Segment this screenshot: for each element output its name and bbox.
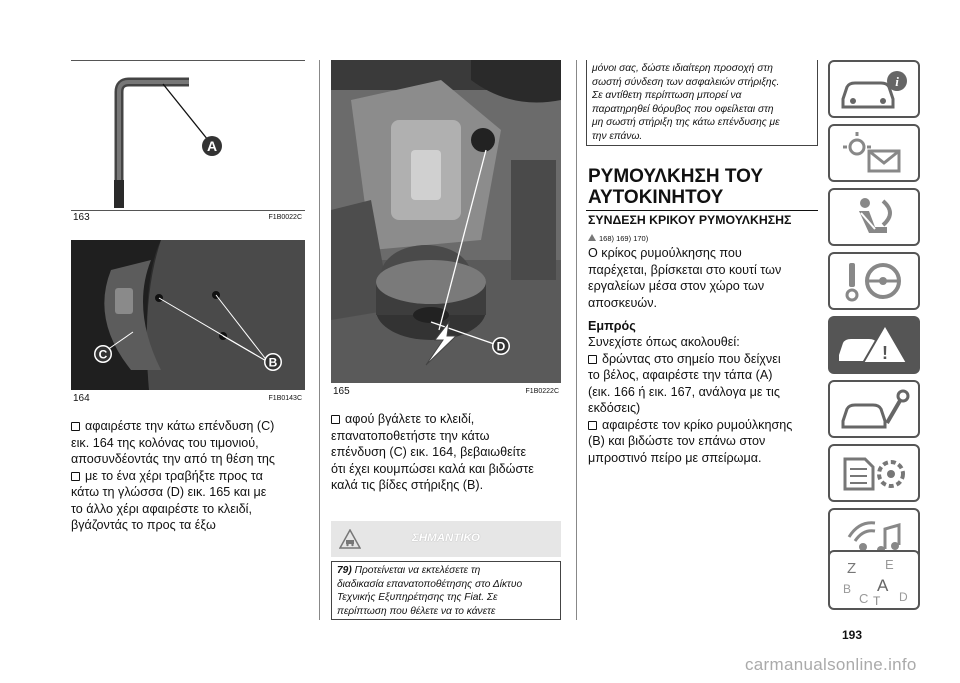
- airbag-seat-icon: [835, 193, 915, 243]
- tab-starting-driving[interactable]: [828, 252, 920, 310]
- svg-text:Z: Z: [847, 560, 857, 577]
- tab-maintenance[interactable]: [828, 380, 920, 438]
- svg-text:A: A: [877, 576, 889, 595]
- front-heading: Εμπρός: [588, 319, 636, 333]
- bullet-icon: [71, 422, 80, 431]
- bullet-icon: [588, 421, 597, 430]
- important-note: 79) Προτείνεται να εκτελέσετε τη διαδικασία επανατοποθέτησης στο Δίκτυο Τεχνικής Εξυπηρέτησης της Fiat. Σε περίπτωση που θέλετε να το κάνετε: [331, 561, 561, 620]
- watermark-text: carmanualsonline.info: [745, 655, 917, 674]
- tab-car-info[interactable]: [828, 60, 920, 118]
- section-heading: ΡΥΜΟΥΛΚΗΣΗ ΤΟΥ ΑΥΤΟΚΙΝΗΤΟΥ: [588, 166, 764, 208]
- column-divider-1: [319, 60, 320, 620]
- warning-triangle-icon: [588, 234, 596, 241]
- figure-163: [71, 62, 305, 209]
- svg-text:T: T: [873, 594, 881, 607]
- warning-lights-icon: [835, 129, 915, 179]
- important-title: ΣΗΜΑΝΤΙΚΟ: [412, 532, 480, 544]
- emergency-icon: [833, 319, 913, 369]
- col2-text: αφού βγάλετε το κλειδί, επανατοποθετήστε την κάτω επένδυση (C) εικ. 164, βεβαιωθείτε ότι έχει κουμπώσει καλά και βιδώστε καλά τις βίδες στήριξης (B).: [331, 412, 534, 492]
- important-banner: [331, 521, 561, 557]
- technical-data-icon: [835, 449, 915, 499]
- starting-driving-icon: [835, 257, 915, 307]
- figure-164: [71, 240, 305, 390]
- figure-164-number: 164: [73, 393, 90, 404]
- references: 168) 169) 170): [588, 234, 648, 243]
- col3-intro: Ο κρίκος ρυμούλκησης που παρέχεται, βρίσκεται στο κουτί των εργαλείων μέσα στον χώρο των αποσκευών.: [588, 246, 782, 310]
- continued-note: μόνοι σας, δώστε ιδιαίτερη προσοχή στη σωστή σύνδεση των ασφαλειών στήριξης. Σε αντίθετη περίπτωση μπορεί να παρατηρηθεί θόρυβος που οφείλεται στη μη σωστή στήριξη της κάτω επένδυσης με την επάνω.: [586, 60, 818, 146]
- svg-text:i: i: [895, 74, 899, 89]
- svg-text:E: E: [885, 557, 894, 572]
- tab-warning-lights[interactable]: [828, 124, 920, 182]
- callout-c-label: C: [98, 347, 108, 362]
- figure-165-number: 165: [333, 386, 350, 397]
- fig163-bottom-rule: [71, 210, 305, 211]
- index-icon: [835, 555, 915, 607]
- bullet-icon: [588, 355, 597, 364]
- figure-164-code: F1B0143C: [268, 395, 302, 402]
- svg-text:B: B: [843, 582, 852, 596]
- callout-d-label: D: [496, 339, 506, 354]
- figure-163-number: 163: [73, 212, 90, 223]
- bullet-icon: [71, 472, 80, 481]
- svg-text:D: D: [899, 590, 908, 604]
- fig163-top-rule: [71, 60, 305, 61]
- tab-emergency[interactable]: [828, 316, 920, 374]
- maintenance-icon: [835, 385, 915, 435]
- tab-technical-data[interactable]: [828, 444, 920, 502]
- page-number: 193: [842, 628, 863, 642]
- figure-163-code: F1B0022C: [268, 214, 302, 221]
- figure-165-code: F1B0222C: [525, 388, 559, 395]
- heading-rule: [586, 210, 818, 211]
- column-divider-2: [576, 60, 577, 620]
- col3-steps: Συνεχίστε όπως ακολουθεί: δρώντας στο σημείο που δείχνει το βέλος, αφαιρέστε την τάπα (A) (εικ. 166 ή εικ. 167, ανάλογα με τις εκδόσεις) αφαιρέστε τον κρίκο ρυμούλκησης (B) και βιδώστε τον επάνω στον μπροστινό πείρο με σπείρωμα.: [588, 335, 793, 465]
- svg-text:C: C: [859, 591, 869, 606]
- note-number: 79): [337, 565, 352, 576]
- car-info-icon: [835, 65, 915, 115]
- tab-safety[interactable]: [828, 188, 920, 246]
- bullet-icon: [331, 415, 340, 424]
- figure-165: [331, 60, 561, 383]
- callout-a-label: A: [206, 138, 218, 154]
- svg-text:!: !: [882, 343, 888, 363]
- subheading: ΣΥΝΔΕΣΗ ΚΡΙΚΟΥ ΡΥΜΟΥΛΚΗΣΗΣ: [588, 213, 792, 227]
- callout-b-label: B: [268, 355, 278, 370]
- col1-text: αφαιρέστε την κάτω επένδυση (C) εικ. 164 της κολόνας του τιμονιού, αποσυνδέοντάς την από τη θέση της με το ένα χέρι τραβήξτε προς τα κάτω τη γλώσσα (D) εικ. 165 και με το άλλο χέρι αφαιρέστε το κλειδί, βγάζοντάς το προς τα έξω: [71, 419, 275, 532]
- tab-index[interactable]: [828, 550, 920, 610]
